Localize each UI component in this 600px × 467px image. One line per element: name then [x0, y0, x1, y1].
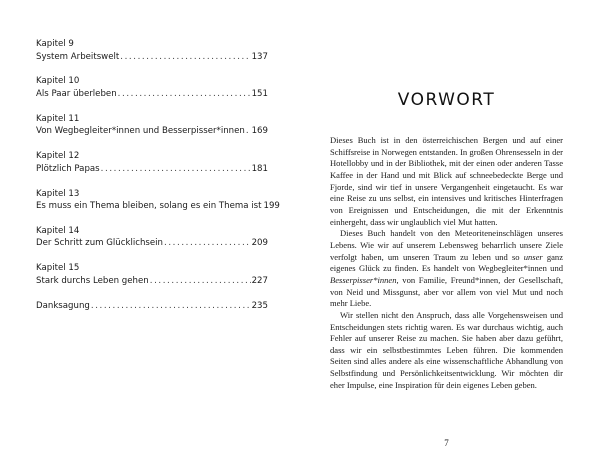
toc-title: Von Wegbegleiter*innen und Besserpisser*innen: [36, 126, 245, 137]
toc-entry[interactable]: [36, 38, 268, 63]
text-run: , von Familie, Freund*innen, der Gesellschaft, von Neid und Missgunst, aber vor allem von viel Mut und noch mehr Liebe.: [330, 274, 563, 309]
toc-page-number: 227: [251, 275, 268, 286]
toc-chapter-label: Kapitel 12: [36, 151, 80, 162]
toc-page-number: 209: [251, 238, 268, 249]
toc-leader-dots: [164, 237, 251, 250]
toc-line: [36, 237, 268, 250]
toc-chapter-label: Kapitel 14: [36, 225, 80, 236]
toc-line: [36, 163, 268, 176]
toc-chapter-label: Kapitel 13: [36, 188, 80, 199]
toc-chapter-label: Kapitel 9: [36, 39, 74, 49]
text-run: ganz eigenes Glück zu finden. Es handelt von Wegbegleiter*innen und: [330, 251, 563, 274]
toc-leader-dots: [246, 125, 251, 138]
foreword-paragraph: [330, 228, 563, 310]
toc-line: [36, 125, 268, 138]
foreword-paragraph: Wir stellen nicht den Anspruch, dass alle Vorgehensweisen und Entscheidungen stets richtig waren. Es war durchaus wichtig, auch Fehler auf unserer Reise zu machen. Sie haben aber dazu geführt, dass wir ein selbstbestimmtes Leben führen. Die kommenden Seiten sind alles andere als eine wissenschaftliche Abhandlung von Selbstfindung und Persönlichkeitsentwicklung. Wir möchten dir eher Impulse, eine Inspiration für dein eigenes Leben geben.: [330, 309, 563, 390]
toc-line: [36, 51, 268, 64]
toc-line: [36, 300, 268, 313]
toc-entry[interactable]: [36, 150, 268, 175]
text-run: Dieses Buch handelt von den Meteoriteneinschlägen unseres Lebens. Wie wir auf unserem Lebensweg beharrlich unsere Ziele verfolgt haben, um unseren Traum zu leben und so: [330, 228, 563, 262]
toc-chapter-label: Kapitel 10: [36, 76, 80, 87]
table-of-contents: [36, 38, 280, 324]
toc-leader-dots: [120, 51, 250, 64]
toc-page-number: 137: [251, 51, 268, 62]
toc-entry[interactable]: [36, 262, 268, 287]
toc-entry[interactable]: [36, 113, 268, 138]
toc-page-number: 235: [251, 300, 268, 311]
foreword-paragraph: Dieses Buch ist in den österreichischen Bergen und auf einer Schiffsreise in Norwegen entstanden. In großen Ohrensesseln in der Hotellobby und in der Bibliothek, mit der einen oder anderen Tasse Kaffee in der Hand und mit Blick auf schneebedeckte Berge und Fjorde, sind wir tief in unsere Vergangenheit eingetaucht. Es war eine Reise zu uns selbst, ein intensives und kritisches Hinterfragen von Ereignissen und Entscheidungen, die mit der Erkenntnis einhergeht, dass wir unglaublich viel Mut hatten.: [330, 135, 563, 227]
foreword-section: [330, 90, 563, 391]
toc-line: [36, 200, 280, 213]
foreword-heading: VORWORT: [397, 90, 496, 110]
toc-line: [36, 88, 268, 101]
toc-chapter-label: Kapitel 11: [36, 113, 80, 124]
toc-entry[interactable]: [36, 225, 268, 250]
toc-leader-dots: [118, 88, 251, 101]
toc-line: [36, 275, 268, 288]
toc-title: Danksagung: [36, 300, 90, 311]
toc-leader-dots: [101, 163, 251, 176]
toc-chapter-label: Kapitel 15: [36, 263, 80, 274]
toc-title: Als Paar überleben: [36, 88, 117, 99]
toc-title: Stark durchs Leben gehen: [36, 275, 149, 286]
page-number: 7: [444, 438, 449, 448]
toc-title: System Arbeitswelt: [36, 51, 120, 62]
toc-title: Plötzlich Papas: [36, 163, 100, 174]
toc-leader-dots: [150, 275, 251, 288]
toc-entry[interactable]: [36, 75, 268, 100]
toc-entry[interactable]: [36, 188, 280, 213]
toc-entry-acknowledgements[interactable]: [36, 300, 268, 313]
toc-leader-dots: [91, 300, 251, 313]
toc-title: Der Schritt zum Glücklichsein: [36, 238, 163, 249]
toc-title: Es muss ein Thema bleiben, solang es ein Thema ist: [36, 201, 262, 212]
toc-page-number: 169: [251, 126, 268, 137]
emphasis-text: unser: [523, 251, 543, 262]
toc-page-number: 199: [263, 201, 280, 212]
toc-page-number: 151: [251, 88, 268, 99]
emphasis-text: Besserpisser*innen: [330, 274, 397, 285]
toc-page-number: 181: [251, 163, 268, 174]
